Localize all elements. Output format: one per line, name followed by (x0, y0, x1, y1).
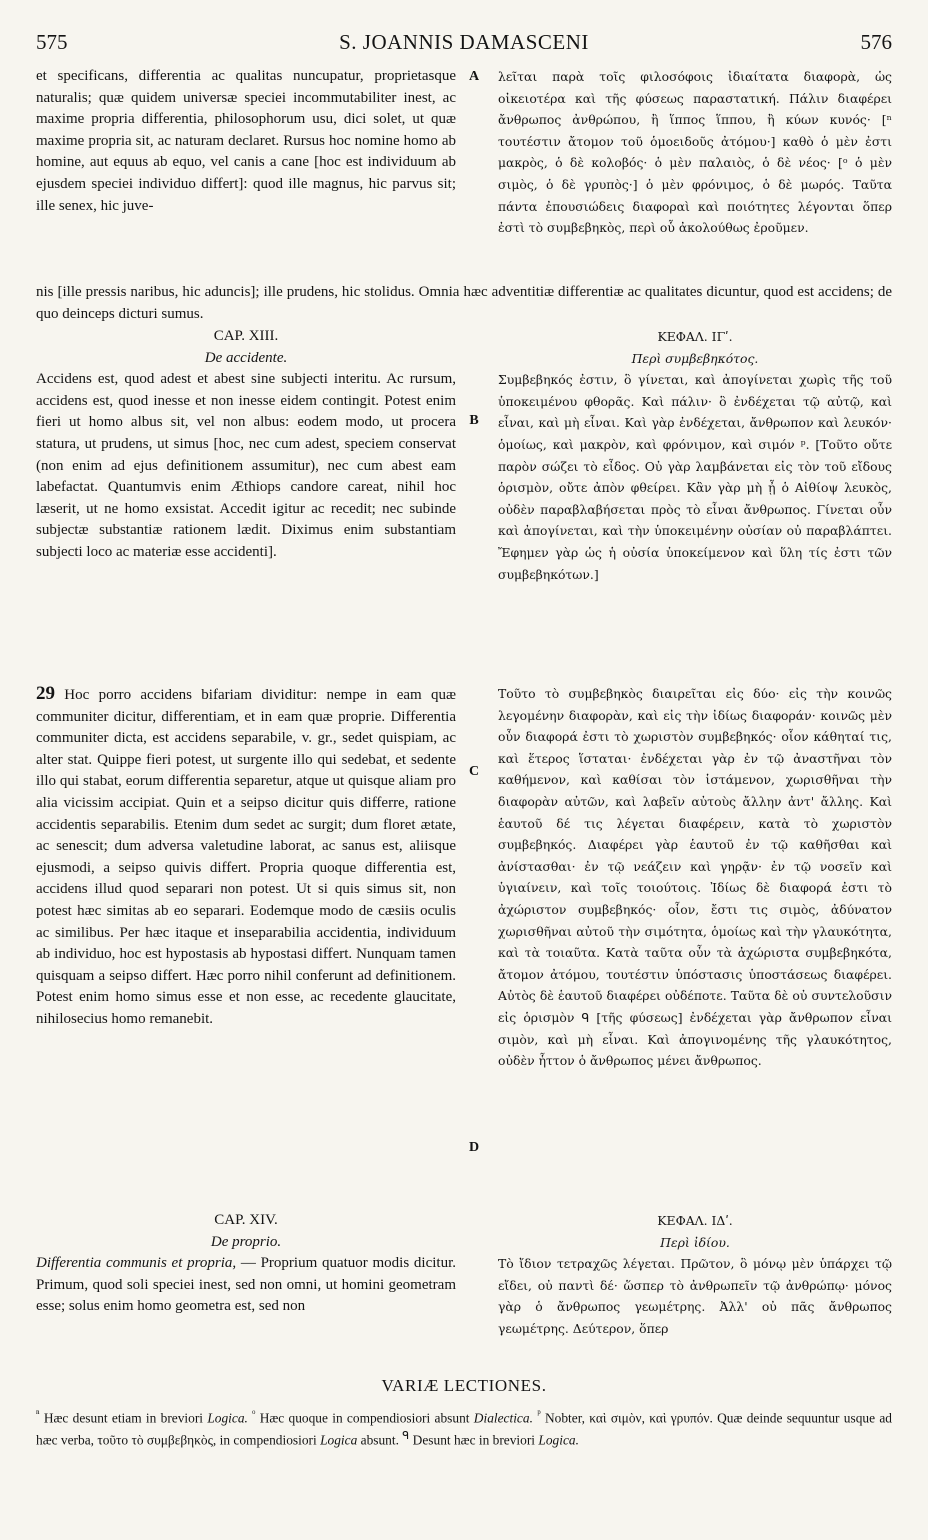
page-header (36, 30, 892, 66)
latin-sec29-text: Hoc porro accidens bifariam dividitur: nempe in eam quæ communiter dicitur, differentiam, et in eam quæ proprie. Differentia communiter dicta, est accidens separabile, v. gr., sedet quispiam, ac alter stat. Quippe fieri potest, ut surgente illo qui sedebat, et sedente illo qui stabat, eorum differentia separetur, atque ut quisque aliam pro alia vicissim accipiat. Quin et a seipso dicitur quis differre, ratione accidentis separabilis. Etenim dum sedet ac surgit; dum floret ætate, ac senescit; dum adversa valetudine laborat, ac sanus est, aliisque ejusmodi, a seipso quivis differt. Propria quoque differentia est, accidens illud quod separari non potest. Ut si quis simus sit, non potest hæc simitas ab eo separari. Eodemque modo de cæsiis oculis ac similibus. Per hæc itaque et inseparabilia accidentia, individuum ab individuo, hoc est hypostasis ab hypostasi differt. Nunquam tamen quisquam a seipso differt. Hæc porro nihil conferunt ad definitionem. Potest enim homo simus esse et non esse, ac recedente glaucitate, nihilosecius homo remanebit. (36, 687, 456, 1027)
greek-cap13-text: Συμβεβηκός ἐστιν, ὃ γίνεται, καὶ ἀπογίνεται χωρὶς τῆς τοῦ ὑποκειμένου φθορᾶς. Καὶ πάλιν· ὃ ἐνδέχεται τῷ αὐτῷ, καὶ εἶναι, καὶ μὴ εἶναι. Καὶ γὰρ ἐνδέχεται, ἄνθρωπον καὶ λευκόν· ὁμοίως, καὶ μακρὸν, καὶ φρόνιμον, καὶ σιμόν ᵖ. [Τοῦτο οὔτε παρὸν σώζει τὸ εἶδος. Οὐ γὰρ λαμβάνεται εἰς τὸν τοῦ εἴδους ὁρισμὸν, οὔτε ἀπὸν φθείρει. Κἂν γὰρ μὴ ᾖ ὁ Αἰθίοψ λευκὸς, οὐδὲν παραβλαβήσεται πρὸς τὸ εἶναι ἄνθρωπος. Γίνεται οὖν καὶ ἀπογίνεται, καὶ τὴν ὑποκειμένην οὐσίαν οὐ παραβλάπτει. Ἔφημεν γὰρ ὡς ἡ οὐσία ὑποκείμενον καὶ ὕλη τίς ἐστι τῶν συμβεβηκότων.] (498, 372, 892, 582)
margin-marker-d: D (468, 1140, 480, 1155)
page-number-left: 575 (36, 30, 68, 54)
note-p-end: absunt. (360, 1432, 399, 1448)
note-n-book: Logica. (207, 1410, 248, 1426)
greek-cap14-title: ΚΕΦΑΛ. ΙΔʹ. (657, 1213, 733, 1228)
section-number-29: 29 (36, 683, 55, 704)
greek-cap14-block (498, 1210, 892, 1340)
variae-lectiones-title: VARIÆ LECTIONES. (381, 1376, 547, 1395)
variae-lectiones-notes (36, 1405, 892, 1450)
note-o-text: Hæc quoque in compendiosiori absunt (259, 1410, 470, 1426)
greek-intro-block (498, 66, 892, 239)
latin-cap13-text: Accidens est, quod adest et abest sine subjecti interitu. Ac rursum, accidens est, quod inesse et non inesse eidem contingit. Potest enim fieri ut homo albus sit, vel non albus: eodem modo, ut procera statura, ut prudens, ut simus [hoc, nec cum adest, speciem conservat (non enim ad ejus definitionem assumitur), nec cum abest eam labefactat. Quantumvis enim Æthiops candore careat, nihil hoc læserit, ut ne homo exsistat. Accedit igitur ac recedit; nec subinde subjectæ substantiæ rationem lædit. Diximus enim substantiam subjecti loco ac materiæ esse accidenti]. (36, 371, 456, 560)
note-n-text: Hæc desunt etiam in breviori (43, 1410, 204, 1426)
margin-marker-b: B (469, 413, 479, 428)
latin-cap14-lead: Differentia communis et propria, (36, 1255, 237, 1272)
running-title: S. JOANNIS DAMASCENI (339, 30, 589, 54)
latin-cap13-title: CAP. XIII. (213, 328, 279, 344)
latin-cap14-block (36, 1210, 456, 1318)
margin-marker-a: A (468, 69, 480, 84)
latin-intro-block (36, 66, 456, 217)
latin-cap14-subtitle: De proprio. (210, 1233, 282, 1250)
greek-cap14-subtitle: Περὶ ἰδίου. (660, 1234, 730, 1250)
note-p-text: Nobter, καὶ σιμὸν, καὶ γρυπόν. Quæ deinde sequuntur usque ad hæc verba, τοῦτο τὸ συμβεβηκὸς, in compendiosiori (36, 1410, 892, 1448)
latin-cap13-subtitle: De accidente. (204, 349, 288, 366)
full-width-line (36, 282, 892, 325)
latin-sec29-block (36, 683, 456, 1031)
greek-intro-text: λεῖται παρὰ τοῖς φιλοσόφοις ἰδιαίτατα διαφορὰ, ὡς οἰκειοτέρα καὶ τῆς φύσεως παραστατική. Πάλιν διαφέρει ἄνθρωπος ἀνθρώπου, ἢ ἵππος ἵππου, ἢ κύων κυνός· [ⁿ τουτέστιν ἄτομον τοῦ ὁμοειδοῦς ἀτόμου·] καθὸ ὁ μὲν ἐστι μακρὸς, ὁ δὲ κολοβός· ὁ μὲν παλαιὸς, ὁ δὲ νέος· [ᵒ ὁ μὲν σιμὸς, ὁ δὲ γρυπὸς·] ὁ μὲν φρόνιμος, ὁ δὲ μωρός. Ταῦτα πάντα ἐπουσιώδεις διαφοραὶ καὶ ποιότητες λέγονται ὅπερ ἐστὶ τὸ συμβεβηκὸς, περὶ οὗ ἀκολούθως ἐροῦμεν. (498, 69, 892, 236)
note-mark-p: ᵖ (537, 1408, 541, 1420)
note-o-book: Dialectica. (473, 1410, 533, 1426)
greek-cap13-block (498, 326, 892, 585)
page-number-right: 576 (860, 30, 892, 54)
greek-sec29-text: Τοῦτο τὸ συμβεβηκὸς διαιρεῖται εἰς δύο· εἰς τὴν κοινῶς λεγομένην διαφορὰν, καὶ εἰς τὴν ἰδίως διαφοράν· κοινῶς μὲν οὖν διαφορά ἐστι τὸ χωριστὸν συμβεβηκός· οἷον κάθηταί τις, καὶ ἕτερος ἵσταται· ἐνδέχεται γὰρ ἐν τῷ ἀναστῆναι τὸν καθήμενον, καὶ καθίσαι τὸν ἱστάμενον, χωρισθῆναι τὴν διαφορὰν αὐτῶν, καὶ λαβεῖν αὐτοὺς ἄλλην ἀντ' ἄλλης. Καὶ ἑαυτοῦ δέ τις λέγεται διαφέρειν, κατὰ τὸ χωριστὸν συμβεβηκός. Διαφέρει γὰρ ἑαυτοῦ ἐν τῷ καθῆσθαι καὶ ἀνίστασθαι· ἐν τῷ νεάζειν καὶ γηρᾷν· ἐν τῷ νοσεῖν καὶ ὑγιαίνειν, καὶ τοῖς τοιούτοις. Ἰδίως δὲ διαφορά ἐστι τὸ ἀχώριστον συμβεβηκός· οἷον, ἔστι τις σιμὸς, ἀδύνατον χωρισθῆναι αὐτοῦ τὴν σιμότητα, ὁμοίως καὶ τὴν γλαυκότητα, καὶ τὰ τοιαῦτα. Κατὰ ταῦτα οὖν τὰ ἀχώριστα συμβεβηκότα, ἄτομον ἀτόμου, τουτέστιν ὑπόστασις ὑποστάσεως διαφέρει. Αὐτὸς δὲ ἑαυτοῦ διαφέρει οὐδέποτε. Ταῦτα δὲ οὐ συντελοῦσιν εἰς ὁρισμὸν ᑫ [τῆς φύσεως] ἐνδέχεται γὰρ ἄνθρωπον εἶναι σιμὸν, καὶ μὴ εἶναι. Καὶ ἀπογινομένης τῆς γλαυκότητος, οὐδὲν ἧττον ὁ ἄνθρωπος μένει ἄνθρωπος. (498, 686, 892, 1069)
greek-sec29-block (498, 683, 892, 1072)
note-mark-q: ᑫ (402, 1430, 410, 1443)
latin-cap14-title: CAP. XIV. (214, 1212, 278, 1228)
note-q-book: Logica. (538, 1432, 579, 1448)
greek-cap14-text: Τὸ ἴδιον τετραχῶς λέγεται. Πρῶτον, ὃ μόνῳ μὲν ὑπάρχει τῷ εἴδει, οὐ παντὶ δέ· ὥσπερ τὸ ἀνθρωπεῖν τῷ ἀνθρώπῳ· μόνος γὰρ ὁ ἄνθρωπος γεωμέτρης. Ἀλλ' οὐ πᾶς ἄνθρωπος γεωμέτρης. Δεύτερον, ὅπερ (498, 1256, 892, 1336)
note-p-book: Logica (320, 1432, 358, 1448)
full-width-text: nis [ille pressis naribus, hic aduncis]; ille prudens, hic stolidus. Omnia hæc adventitiæ differentiæ ac qualitates dicuntur, quod est accidens; de quo deinceps dicturi sumus. (36, 284, 892, 322)
latin-cap14-text: — Proprium quatuor modis dicitur. Primum, quod soli speciei inest, sed non omni, ut homini geometram esse; solus enim homo geometra est, sed non (36, 1255, 456, 1315)
latin-intro-text: et specificans, differentia ac qualitas nuncupatur, proprietasque naturalis; quæ quidem universæ speciei incommutabiliter inest, ac maxime propria differentia, philosophorum usu, dici solet, ut quæ maxime propria sit, ac naturam declaret. Rursus hoc nomine homo ab homine, aut equus ab equo, vel canis a cane [hoc est individuum ab ejusdem speciei individuo differt]: quod ille magnus, hic parvus sit; ille senex, hic juve- (36, 68, 456, 214)
margin-marker-c: C (468, 764, 480, 779)
note-q-text: Desunt hæc in breviori (412, 1432, 536, 1448)
greek-cap13-subtitle: Περὶ συμβεβηκότος. (631, 350, 759, 366)
latin-cap13-block (36, 326, 456, 564)
note-mark-n: ⁿ (36, 1408, 40, 1420)
note-mark-o: ᵒ (252, 1408, 256, 1420)
greek-cap13-title: ΚΕΦΑΛ. ΙΓʹ. (657, 329, 733, 344)
